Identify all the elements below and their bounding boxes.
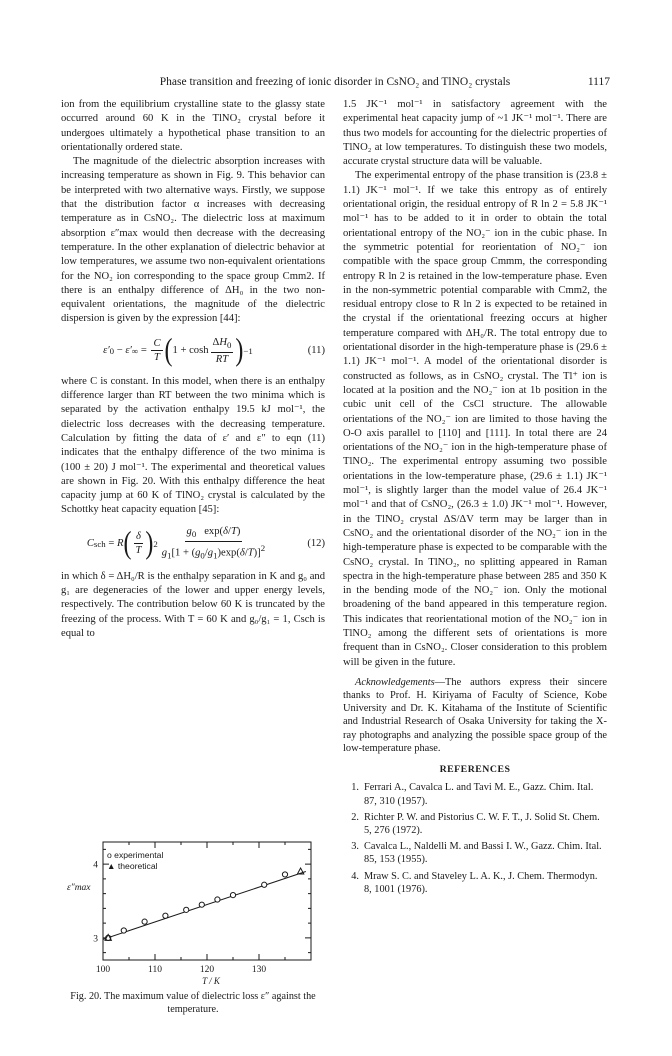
equation-11-body: ε′ 0 − ε′ ∞ = $\frac{C}{T}$ ( 1 + cosh $\frac{\Delta H_0}{RT}$ ) −1	[103, 333, 253, 368]
reference-number: 4.	[351, 870, 359, 882]
left-column	[61, 98, 325, 641]
equation-12	[61, 522, 325, 566]
reference-item	[343, 870, 607, 896]
experimental-point	[184, 907, 189, 912]
reference-number: 1.	[351, 782, 359, 794]
legend-experimental: o experimental	[107, 850, 164, 860]
reference-item	[343, 781, 607, 807]
figure-20	[61, 836, 325, 1046]
experimental-point	[163, 913, 168, 918]
x-tick-label: 110	[148, 965, 162, 975]
x-tick-label: 120	[199, 965, 215, 975]
paragraph: The magnitude of the dielectric absorption increases with increasing temperature as shown in Fig. 9. This behavior can be interpreted with two alternative ways. Firstly, we suppose that the distribution factor α increases with decreasing temperature as in CsNO₂. The dielectric loss at maximum absorption ε″max would then decrease with the decreasing temperature. In the other explanation of dielectric behavior at low temperatures, we assume two non-equivalent orientations for the NO₂ ion corresponding to the space group Cmm2. If there is an enthalpy difference of ΔH₀ in the two non-equivalent orientations, the magnitude of the dielectric dispersion is given by the expression [44]:	[61, 156, 325, 325]
x-tick-label: 130	[251, 965, 267, 975]
reference-list	[343, 781, 607, 896]
running-title: Phase transition and freezing of ionic disorder in CsNO₂ and TlNO₂ crystals	[159, 76, 511, 88]
reference-item	[343, 811, 607, 837]
reference-text: Cavalca L., Naldelli M. and Bassi I. W., Gazz. Chim. Ital. 85, 153 (1955).	[364, 841, 602, 866]
paragraph: ion from the equilibrium crystalline state to the glassy state occurred around 60 K in the TlNO₂ crystal before it undergoes ultimately a hypothetical phase transition to an orientationally ordered state.	[61, 99, 325, 153]
y-axis-label: ε″max	[67, 882, 91, 893]
experimental-point	[121, 928, 126, 933]
equation-number: (12)	[307, 537, 325, 549]
y-tick-label: 4	[93, 860, 98, 871]
references-heading: REFERENCES	[439, 764, 511, 776]
experimental-point	[215, 897, 220, 902]
reference-item	[343, 840, 607, 866]
experimental-point	[262, 882, 267, 887]
paragraph: where C is constant. In this model, when there is an enthalpy difference larger than RT between the two minima which is separated by the activation enthalpy 19.5 kJ mol⁻¹, the dielectric loss decreases with the decreasing temperature. Calculation by fitting the data of ε′ and ε″ to eqn (11) indicates that the enthalpy difference of the two minima is (100 ± 20) J mol⁻¹. The experimental and theoretical values are shown in Fig. 20. With this enthalpy difference the heat capacity jump at 60 K of TlNO₂ crystal is calculated by the Schottky heat capacity equation [45]:	[61, 375, 325, 516]
paragraph: The experimental entropy of the phase transition is (23.8 ± 1.1) JK⁻¹ mol⁻¹. If we take this entropy as of entirely orientational origin, the residual entropy of R ln 2 = 5.8 JK⁻¹ mol⁻¹ has to be added to it in order to obtain the total orientational entropy of the NO₂⁻ ion in the cubic phase. In the symmetric potential for reorientation of NO₂⁻ ion compatible with the space group Cmmm, the corresponding entropy R ln 2 is retained in the low-temperature phase. Even in the non-symmetric potential comparable with Cmm2, the residual entropy close to R ln 2 is expected to be retained in the crystal if the orientational freezing occurs at higher temperature compared with ΔH₀/R. The total entropy due to orientational disorder in the high-temperature phase is (29.6 ± 1.1) JK⁻¹ mol⁻¹. A model of the orientational disorder is constructed as follows, as in CsNO₂ crystal. The Tl⁺ ion is located at la position and the NO₂⁻ ion at 1b position in the cubic unit cell of the CsCl structure. The allowable orientations of the NO₂⁻ ion are limited to those having the O-O axis parallel to [110] and [111]. In total there are 24 orientations of the NO₂⁻ ion in the high-temperature phase of TlNO₂. The experimental entropy assuming two possible orientations in the low-temperature phase, (29.6 ± 1.1) JK⁻¹ mol⁻¹, is slightly larger than the model value of 26.4 JK⁻¹ mol⁻¹ and that of CsNO₂, (26.3 ± 1.0) JK⁻¹ mol⁻¹. However, in the TlNO₂ crystal ΔS/ΔV term may be larger than in CsNO₂ and the orientational disorder of the NO₂⁻ ion in the high-temperature phase is expected to be comparable with the CsNO₂ crystal. In TlNO₂, no splitting appeared in Raman spectra in the high-temperature phase between 285 and 350 K in the bending mode of the NO₂⁻ ion. Only the motional broadening of the band appeared in this temperature region. This indicates that reorientational motion of the NO₂⁻ ion in TlNO₂ among the different sets of orientations is more frequent than in CsNO₂. Closer consideration to this problem will be given in the future.	[343, 170, 607, 668]
acknowledgements	[343, 676, 607, 755]
paragraph: in which δ = ΔH₀/R is the enthalpy separation in K and g₀ and g₁ are degeneracies of the lower and upper energy levels, respectively. The contribution below 60 K is truncated by the freezing of the process. With T = 60 K and g₀/g₁ = 1, Csch is equal to	[61, 570, 325, 639]
experimental-point	[230, 893, 235, 898]
reference-text: Ferrari A., Cavalca L. and Tavi M. E., Gazz. Chim. Ital. 87, 310 (1957).	[364, 782, 594, 807]
legend-theoretical: ▲ theoretical	[107, 861, 158, 871]
reference-text: Mraw S. C. and Staveley L. A. K., J. Chem. Thermodyn. 8, 1001 (1976).	[364, 870, 598, 895]
right-column	[343, 98, 607, 899]
figure-caption: Fig. 20. The maximum value of dielectric loss ε″ against the temperature.	[70, 991, 316, 1015]
page-number: 1117	[587, 76, 610, 88]
experimental-point	[142, 919, 147, 924]
ack-text: —The authors express their sincere thanks to Prof. H. Kiriyama of Faculty of Science, Kobe University and Dr. K. Kitahama of the Institute of Scientific and Industrial Research of Osaka University for taking the X-ray photographs and analyzing the possible space group of the low-temperature phase.	[343, 676, 607, 754]
reference-text: Richter P. W. and Pistorius C. W. F. T., J. Solid St. Chem. 5, 276 (1972).	[364, 811, 600, 836]
running-header	[60, 76, 610, 92]
paragraph: 1.5 JK⁻¹ mol⁻¹ in satisfactory agreement with the experimental heat capacity jump of ~1 JK⁻¹ mol⁻¹. There are thus two models for accounting for the dielectric properties of TlNO₂ at low temperatures. To distinguish these two models, accurate crystal structure data will be valuable.	[343, 99, 607, 168]
experimental-point	[199, 902, 204, 907]
ack-label: Acknowledgements	[355, 676, 435, 688]
equation-11	[61, 331, 325, 371]
equation-12-body: C sch = R ( $\frac{\delta}{T}$ ) 2 $\frac{g_0 \exp(\delta/T)}{g_1[1 + (g_0/g_1)\exp(\delta/T)]^2}$	[86, 525, 266, 561]
reference-number: 2.	[351, 811, 359, 823]
y-tick-label: 3	[93, 934, 98, 945]
reference-number: 3.	[351, 841, 359, 853]
equation-number: (11)	[307, 344, 325, 356]
dielectric-loss-chart	[61, 836, 325, 988]
x-axis-label: T / K	[202, 976, 220, 986]
x-tick-label: 100	[95, 965, 111, 975]
experimental-point	[282, 872, 287, 877]
